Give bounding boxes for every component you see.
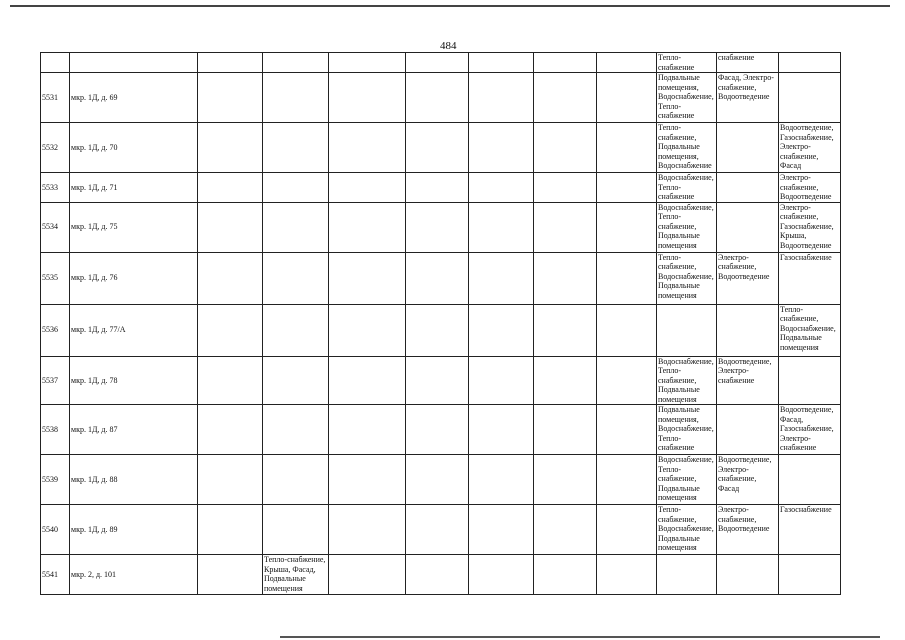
empty-cell bbox=[597, 555, 657, 595]
table-row bbox=[41, 73, 841, 123]
table-row bbox=[41, 505, 841, 555]
repair-works-cell: Газоснабжение bbox=[779, 252, 841, 304]
empty-cell bbox=[198, 53, 263, 73]
empty-cell bbox=[406, 73, 469, 123]
repair-works-cell: Водоснабжение, Тепло- снабжение bbox=[657, 173, 717, 203]
empty-cell bbox=[534, 123, 597, 173]
table-row bbox=[41, 173, 841, 203]
row-address: мкр. 1Д, д. 70 bbox=[70, 123, 198, 173]
repair-works-cell: Водоотведение, Электро- снабжение, Фасад bbox=[717, 455, 779, 505]
repair-works-cell: Тепло- снабжение, Подвальные помещения, Водоснабжение bbox=[657, 123, 717, 173]
row-address: мкр. 1Д, д. 75 bbox=[70, 202, 198, 252]
empty-cell bbox=[469, 455, 534, 505]
table-row bbox=[41, 455, 841, 505]
repair-works-cell bbox=[263, 252, 329, 304]
empty-cell bbox=[198, 123, 263, 173]
empty-cell bbox=[198, 304, 263, 356]
repair-works-cell bbox=[779, 356, 841, 405]
empty-cell bbox=[198, 73, 263, 123]
empty-cell bbox=[406, 202, 469, 252]
empty-cell bbox=[534, 173, 597, 203]
row-address: мкр. 1Д, д. 77/А bbox=[70, 304, 198, 356]
empty-cell bbox=[534, 555, 597, 595]
empty-cell bbox=[406, 123, 469, 173]
empty-cell bbox=[534, 505, 597, 555]
empty-cell bbox=[406, 53, 469, 73]
empty-cell bbox=[534, 252, 597, 304]
empty-cell bbox=[198, 455, 263, 505]
empty-cell bbox=[329, 53, 406, 73]
repair-works-cell bbox=[263, 173, 329, 203]
empty-cell bbox=[198, 356, 263, 405]
repair-works-cell bbox=[263, 202, 329, 252]
row-number: 5539 bbox=[41, 455, 70, 505]
row-address: мкр. 1Д, д. 88 bbox=[70, 455, 198, 505]
empty-cell bbox=[534, 356, 597, 405]
empty-cell bbox=[406, 173, 469, 203]
repair-works-cell: Электро- снабжение, Водоотведение bbox=[779, 173, 841, 203]
repair-works-cell: Водоотведение, Газоснабжение, Электро- снабжение, Фасад bbox=[779, 123, 841, 173]
empty-cell bbox=[597, 173, 657, 203]
page-number: 484 bbox=[440, 40, 457, 52]
repair-works-cell bbox=[263, 73, 329, 123]
empty-cell bbox=[406, 304, 469, 356]
repair-works-cell bbox=[779, 555, 841, 595]
empty-cell bbox=[329, 356, 406, 405]
table-row bbox=[41, 252, 841, 304]
row-address: мкр. 1Д, д. 78 bbox=[70, 356, 198, 405]
row-number: 5534 bbox=[41, 202, 70, 252]
empty-cell bbox=[329, 555, 406, 595]
empty-cell bbox=[329, 202, 406, 252]
row-number: 5533 bbox=[41, 173, 70, 203]
repair-works-cell bbox=[717, 202, 779, 252]
row-address: мкр. 1Д, д. 89 bbox=[70, 505, 198, 555]
empty-cell bbox=[597, 73, 657, 123]
repair-works-cell bbox=[717, 555, 779, 595]
repair-works-cell: Водоснабжение, Тепло- снабжение, Подвальные помещения bbox=[657, 202, 717, 252]
row-number: 5538 bbox=[41, 405, 70, 455]
repair-works-cell bbox=[263, 123, 329, 173]
empty-cell bbox=[406, 356, 469, 405]
empty-cell bbox=[597, 356, 657, 405]
empty-cell bbox=[469, 53, 534, 73]
repair-works-cell bbox=[779, 73, 841, 123]
repair-works-cell bbox=[263, 53, 329, 73]
empty-cell bbox=[329, 123, 406, 173]
empty-cell bbox=[329, 304, 406, 356]
empty-cell bbox=[198, 405, 263, 455]
empty-cell bbox=[469, 505, 534, 555]
row-address: мкр. 2, д. 101 bbox=[70, 555, 198, 595]
repair-works-cell: Подвальные помещения, Водоснабжение, Тепло- снабжение bbox=[657, 405, 717, 455]
empty-cell bbox=[198, 202, 263, 252]
repair-works-cell: Тепло- снабжение, Водоснабжение, Подвальные помещения bbox=[657, 252, 717, 304]
empty-cell bbox=[329, 73, 406, 123]
repair-works-cell: Электро- снабжение, Водоотведение bbox=[717, 505, 779, 555]
row-number: 5531 bbox=[41, 73, 70, 123]
repair-works-cell: Тепло- снабжение, Водоснабжение, Подвальные помещения bbox=[657, 505, 717, 555]
empty-cell bbox=[597, 123, 657, 173]
repair-works-cell: Тепло-снабжение, Крыша, Фасад, Подвальные помещения bbox=[263, 555, 329, 595]
empty-cell bbox=[469, 123, 534, 173]
row-number: 5536 bbox=[41, 304, 70, 356]
bottom-rule bbox=[280, 636, 880, 638]
empty-cell bbox=[469, 304, 534, 356]
empty-cell bbox=[534, 202, 597, 252]
empty-cell bbox=[469, 405, 534, 455]
empty-cell bbox=[406, 555, 469, 595]
table-row bbox=[41, 356, 841, 405]
row-address bbox=[70, 53, 198, 73]
repair-works-cell bbox=[717, 123, 779, 173]
repair-works-cell bbox=[657, 304, 717, 356]
empty-cell bbox=[198, 505, 263, 555]
repair-works-cell: Подвальные помещения, Водоснабжение, Тепло- снабжение bbox=[657, 73, 717, 123]
row-number: 5532 bbox=[41, 123, 70, 173]
repair-works-cell bbox=[263, 356, 329, 405]
repair-works-cell bbox=[263, 505, 329, 555]
repair-works-cell bbox=[657, 555, 717, 595]
empty-cell bbox=[406, 252, 469, 304]
table-row bbox=[41, 202, 841, 252]
repair-works-cell bbox=[717, 304, 779, 356]
row-number: 5540 bbox=[41, 505, 70, 555]
empty-cell bbox=[406, 405, 469, 455]
empty-cell bbox=[469, 555, 534, 595]
empty-cell bbox=[329, 173, 406, 203]
table-row bbox=[41, 304, 841, 356]
empty-cell bbox=[597, 53, 657, 73]
repair-works-cell bbox=[263, 304, 329, 356]
empty-cell bbox=[198, 555, 263, 595]
empty-cell bbox=[534, 405, 597, 455]
repair-works-cell: Электро- снабжение, Газоснабжение, Крыша, Водоотведение bbox=[779, 202, 841, 252]
table-body bbox=[41, 53, 841, 595]
empty-cell bbox=[469, 173, 534, 203]
empty-cell bbox=[534, 53, 597, 73]
empty-cell bbox=[597, 304, 657, 356]
repair-works-cell bbox=[717, 405, 779, 455]
table-row bbox=[41, 555, 841, 595]
row-number: 5537 bbox=[41, 356, 70, 405]
row-number bbox=[41, 53, 70, 73]
repair-works-cell: Газоснабжение bbox=[779, 505, 841, 555]
repair-works-cell bbox=[779, 53, 841, 73]
repair-works-cell bbox=[779, 455, 841, 505]
row-address: мкр. 1Д, д. 76 bbox=[70, 252, 198, 304]
empty-cell bbox=[597, 405, 657, 455]
table-row bbox=[41, 405, 841, 455]
empty-cell bbox=[534, 304, 597, 356]
empty-cell bbox=[534, 73, 597, 123]
empty-cell bbox=[469, 73, 534, 123]
empty-cell bbox=[198, 252, 263, 304]
empty-cell bbox=[329, 405, 406, 455]
empty-cell bbox=[329, 455, 406, 505]
register-table bbox=[40, 52, 841, 595]
row-number: 5541 bbox=[41, 555, 70, 595]
empty-cell bbox=[469, 202, 534, 252]
empty-cell bbox=[406, 505, 469, 555]
empty-cell bbox=[469, 252, 534, 304]
empty-cell bbox=[198, 173, 263, 203]
repair-works-cell: снабжение bbox=[717, 53, 779, 73]
empty-cell bbox=[597, 505, 657, 555]
row-address: мкр. 1Д, д. 69 bbox=[70, 73, 198, 123]
repair-works-cell: Водоснабжение, Тепло- снабжение, Подвальные помещения bbox=[657, 455, 717, 505]
repair-works-cell: Тепло- снабжение bbox=[657, 53, 717, 73]
empty-cell bbox=[329, 505, 406, 555]
empty-cell bbox=[406, 455, 469, 505]
repair-works-cell bbox=[263, 455, 329, 505]
empty-cell bbox=[597, 202, 657, 252]
row-number: 5535 bbox=[41, 252, 70, 304]
row-address: мкр. 1Д, д. 71 bbox=[70, 173, 198, 203]
empty-cell bbox=[469, 356, 534, 405]
top-rule bbox=[10, 5, 890, 7]
repair-works-cell bbox=[263, 405, 329, 455]
row-address: мкр. 1Д, д. 87 bbox=[70, 405, 198, 455]
empty-cell bbox=[534, 455, 597, 505]
repair-works-cell: Водоснабжение, Тепло- снабжение, Подвальные помещения bbox=[657, 356, 717, 405]
empty-cell bbox=[597, 252, 657, 304]
repair-works-cell: Электро- снабжение, Водоотведение bbox=[717, 252, 779, 304]
empty-cell bbox=[597, 455, 657, 505]
table-row bbox=[41, 123, 841, 173]
table-row bbox=[41, 53, 841, 73]
repair-works-cell: Водоотведение, Фасад, Газоснабжение, Электро- снабжение bbox=[779, 405, 841, 455]
empty-cell bbox=[329, 252, 406, 304]
repair-works-cell: Водоотведение, Электро- снабжение bbox=[717, 356, 779, 405]
repair-works-cell: Фасад, Электро- снабжение, Водоотведение bbox=[717, 73, 779, 123]
repair-works-cell: Тепло- снабжение, Водоснабжение, Подвальные помещения bbox=[779, 304, 841, 356]
repair-works-cell bbox=[717, 173, 779, 203]
